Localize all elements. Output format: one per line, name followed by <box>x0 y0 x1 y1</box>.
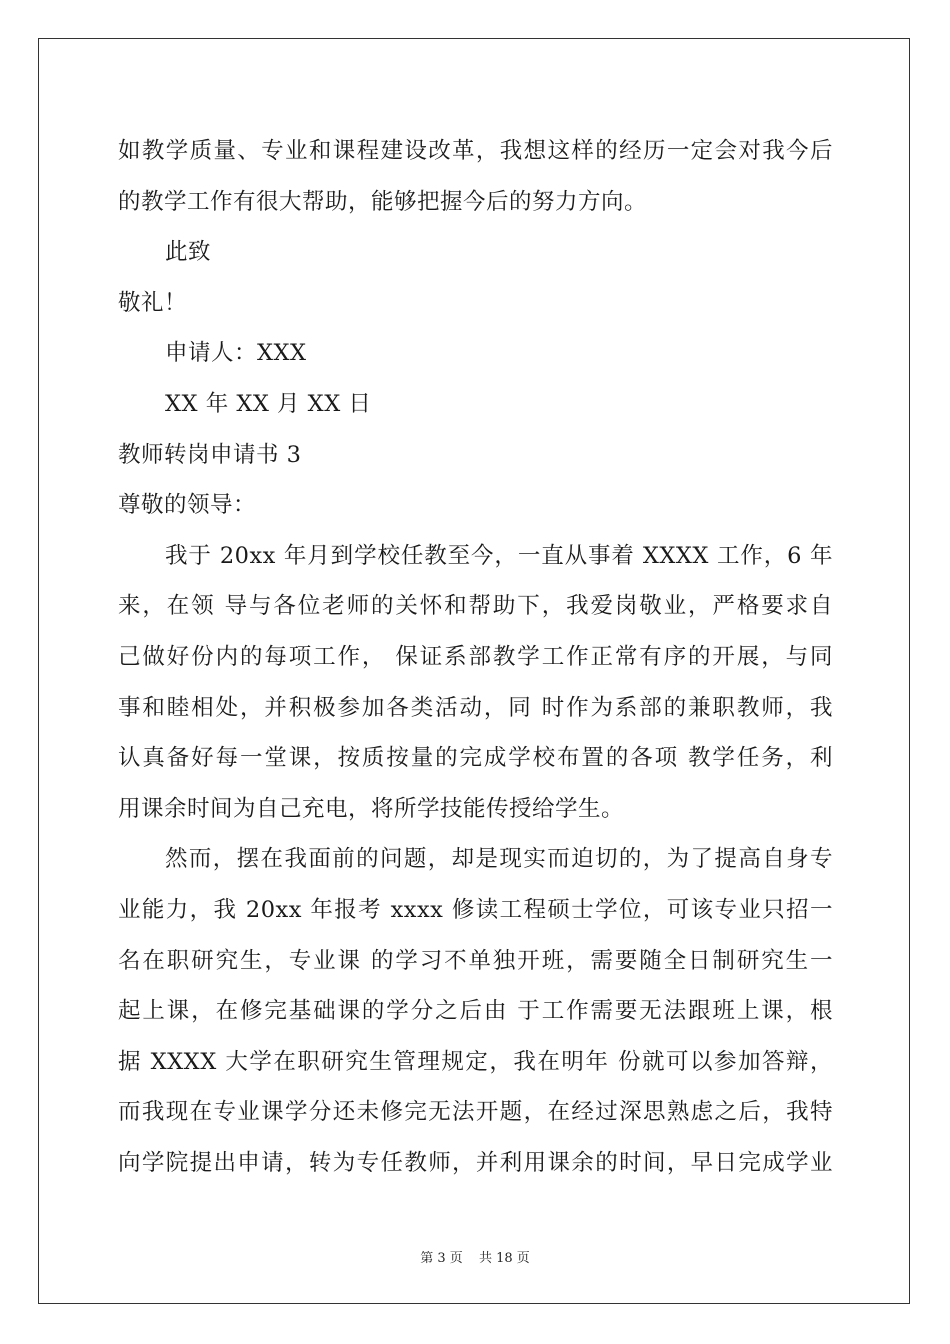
salutation-closing: 此致 <box>165 239 212 266</box>
text-line: 如教学质量、专业和课程建设改革，我想这样的经历一定会对我今后 <box>118 138 833 164</box>
greeting: 尊敬的领导： <box>118 492 257 519</box>
text-line: 己做好份内的每项工作， 保证系部教学工作正常有序的开展，与同 <box>118 643 833 670</box>
text-line: 的教学工作有很大帮助，能够把握今后的努力方向。 <box>118 188 648 215</box>
text-line: 事和睦相处，并积极参加各类活动，同 时作为系部的兼职教师，我 <box>118 694 833 721</box>
applicant-line: 申请人：XXX <box>165 340 307 367</box>
salutation-regards: 敬礼！ <box>118 289 188 316</box>
text-line: 名在职研究生，专业课 的学习不单独开班，需要随全日制研究生一 <box>118 947 833 974</box>
document-body <box>118 126 833 1188</box>
date-line: XX 年 XX 月 XX 日 <box>165 390 372 417</box>
text-line: 认真备好每一堂课，按质按量的完成学校布置的各项 教学任务，利 <box>118 745 833 772</box>
text-line: 然而，摆在我面前的问题，却是现实而迫切的，为了提高自身专 <box>165 846 833 873</box>
text-line: 据 XXXX 大学在职研究生管理规定，我在明年 份就可以参加答辩， <box>118 1048 833 1075</box>
text-line: 来，在领 导与各位老师的关怀和帮助下，我爱岗敬业，严格要求自 <box>118 593 833 620</box>
text-line: 向学院提出申请，转为专任教师，并利用课余的时间，早日完成学业 <box>118 1149 833 1176</box>
text-line: 用课余时间为自己充电，将所学技能传授给学生。 <box>118 795 625 822</box>
section-title: 教师转岗申请书 3 <box>118 441 302 468</box>
page-total: 共 18 页 <box>478 1251 530 1266</box>
page-footer <box>0 1247 950 1266</box>
text-line: 而我现在专业课学分还未修完无法开题，在经过深思熟虑之后，我特 <box>118 1099 833 1126</box>
text-line: 我于 20xx 年月到学校任教至今，一直从事着 XXXX 工作，6 年 <box>165 542 833 569</box>
page-number: 第 3 页 <box>420 1251 463 1266</box>
text-line: 起上课，在修完基础课的学分之后由 于工作需要无法跟班上课，根 <box>118 998 833 1025</box>
text-line: 业能力，我 20xx 年报考 xxxx 修读工程硕士学位，可该专业只招一 <box>118 896 833 923</box>
